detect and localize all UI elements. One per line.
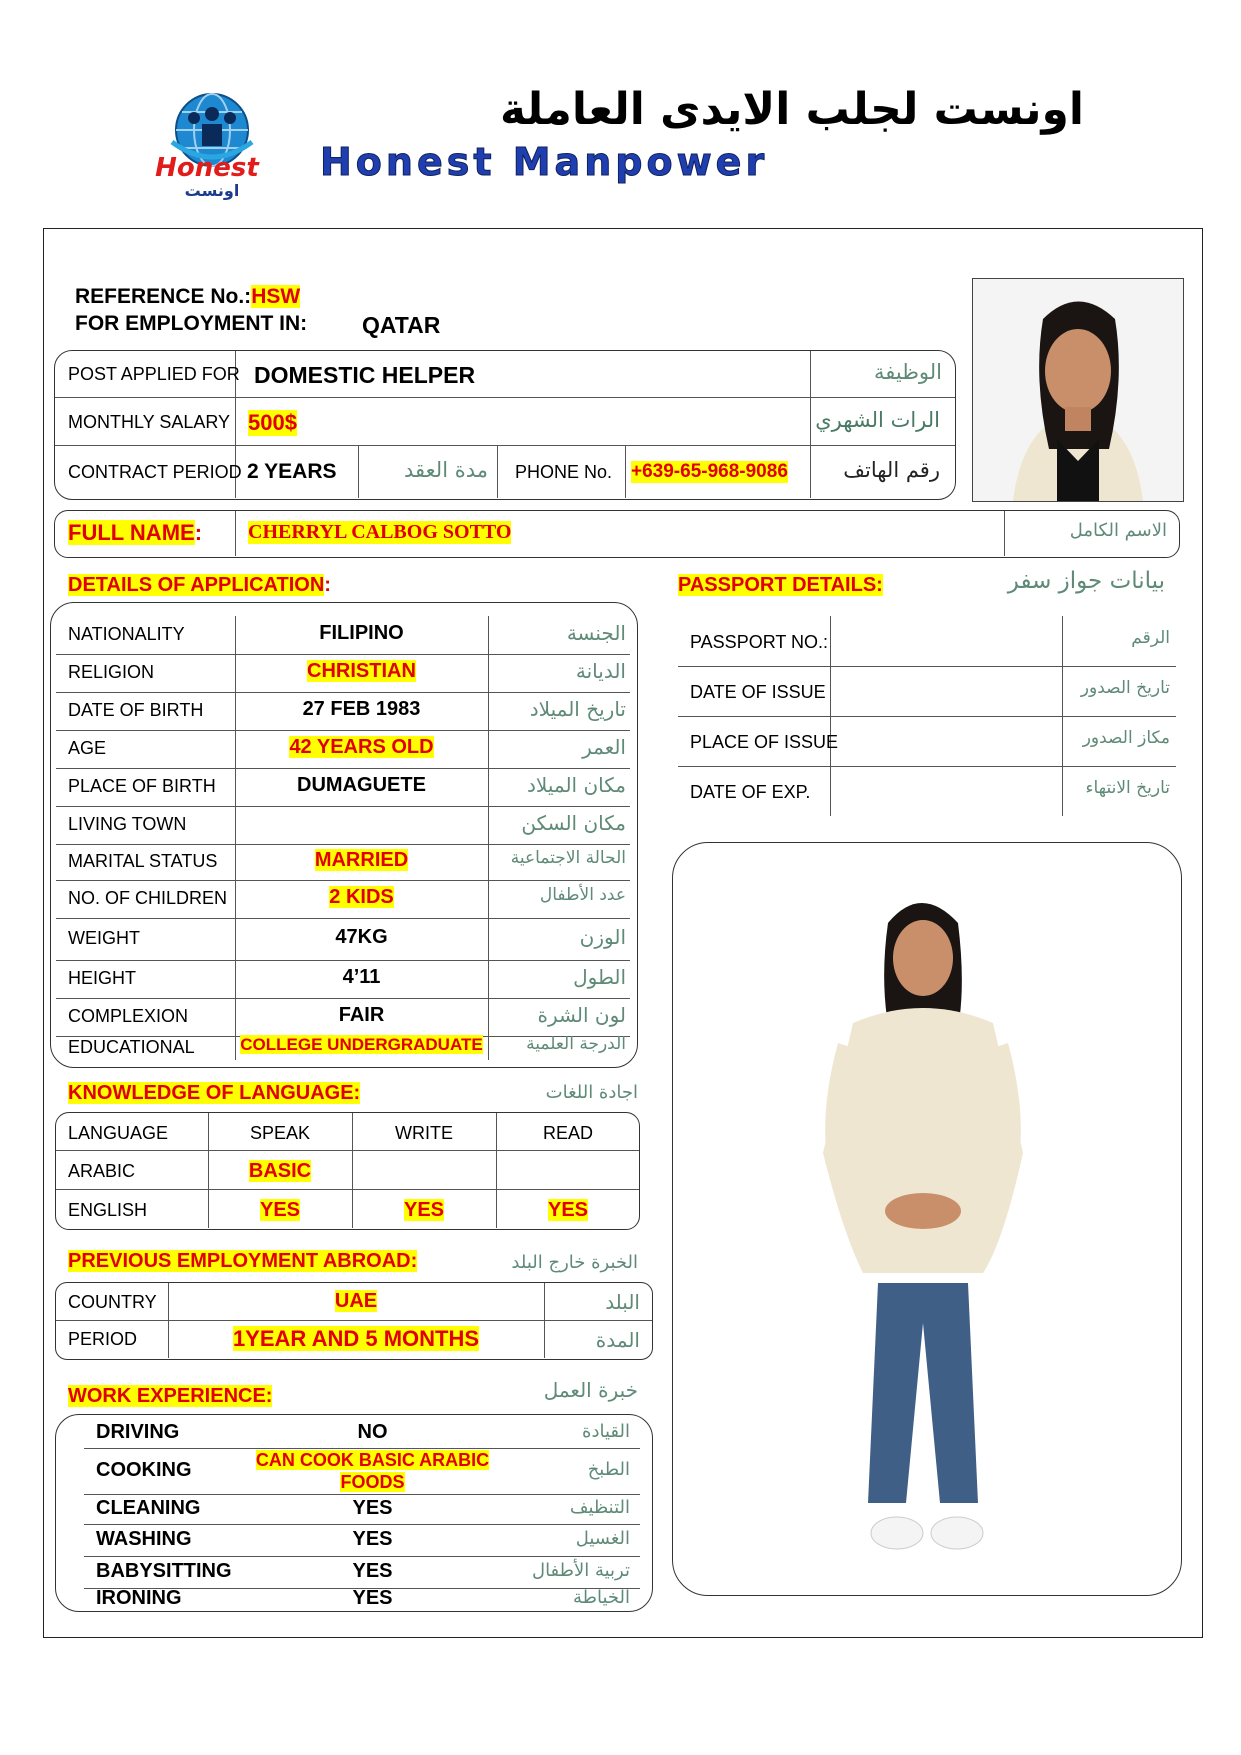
lang-header-speak: SPEAK (249, 1123, 311, 1143)
detail-value-text: FAIR (338, 1004, 385, 1026)
work-value: YES (352, 1528, 393, 1550)
row-divider (56, 654, 630, 655)
detail-label-ar: عدد الأطفال (539, 885, 626, 905)
detail-label: DATE OF BIRTH (68, 700, 204, 720)
detail-label-ar: الطول (573, 965, 626, 989)
detail-label-ar: مكان الميلاد (527, 773, 626, 797)
detail-value (235, 926, 488, 949)
detail-value-text: 42 YEARS OLD (289, 736, 434, 758)
row-divider (56, 880, 630, 881)
row-divider (56, 692, 630, 693)
detail-label-ar: الديانة (575, 659, 626, 683)
work-label: CLEANING (96, 1497, 201, 1519)
detail-value (235, 622, 488, 645)
post-applied-value: DOMESTIC HELPER (254, 362, 476, 388)
company-logo (132, 92, 282, 200)
lang-english-speak: YES (259, 1199, 301, 1221)
contract-period-value: 2 YEARS (247, 460, 337, 483)
lang-header-read: READ (542, 1123, 593, 1143)
employment-label: FOR EMPLOYMENT IN: (75, 312, 308, 335)
detail-label: HEIGHT (68, 968, 137, 988)
work-value-line2: FOODS (340, 1472, 405, 1492)
prev-period-value: 1YEAR AND 5 MONTHS (232, 1326, 480, 1351)
detail-label-ar: مكان السكن (521, 811, 626, 835)
row-divider (84, 1494, 640, 1495)
reference-value: HSW (251, 285, 301, 308)
lang-english-write: YES (403, 1199, 445, 1221)
detail-value-text: 27 FEB 1983 (302, 698, 421, 720)
detail-label: PLACE OF BIRTH (68, 776, 216, 796)
detail-value (235, 1035, 488, 1055)
reference-label: REFERENCE No.:HSW (75, 285, 301, 308)
detail-label: NATIONALITY (68, 624, 185, 644)
detail-value-text: 47KG (335, 926, 388, 948)
logo-text-en: Honest (155, 153, 259, 183)
row-divider (84, 1524, 640, 1525)
prev-country-label: COUNTRY (68, 1292, 157, 1312)
detail-label-ar: الدرجة العلمية (526, 1034, 626, 1054)
lang-row-arabic: ARABIC (68, 1161, 136, 1181)
full-name-value: CHERRYL CALBOG SOTTO (248, 521, 512, 543)
lang-header-language: LANGUAGE (68, 1123, 169, 1143)
language-title: KNOWLEDGE OF LANGUAGE: (68, 1082, 361, 1104)
detail-label-ar: الوزن (579, 925, 626, 949)
detail-value-text: FILIPINO (319, 622, 404, 644)
row-divider (56, 768, 630, 769)
work-value-line1: CAN COOK BASIC ARABIC (255, 1450, 490, 1470)
detail-label: COMPLEXION (68, 1006, 189, 1026)
row-divider (56, 960, 630, 961)
detail-value-text: CHRISTIAN (307, 660, 416, 682)
row-divider (56, 730, 630, 731)
company-name-english: Honest Manpower (320, 140, 769, 184)
lang-arabic-speak: BASIC (248, 1160, 312, 1182)
row-divider (56, 918, 630, 919)
full-name-ar: الاسم الكامل (1069, 520, 1167, 541)
monthly-salary-label: MONTHLY SALARY (68, 412, 231, 432)
passport-label: DATE OF ISSUE (690, 682, 826, 702)
applicant-full-body-photo (672, 842, 1182, 1596)
detail-value (235, 849, 488, 872)
detail-value (235, 886, 488, 909)
detail-label: NO. OF CHILDREN (68, 888, 228, 908)
work-label: BABYSITTING (96, 1560, 232, 1582)
row-divider (56, 806, 630, 807)
work-label-ar: التنظيف (569, 1497, 630, 1518)
row-divider (56, 844, 630, 845)
logo-text-ar: اونست (184, 181, 240, 200)
previous-employment-title: PREVIOUS EMPLOYMENT ABROAD: (68, 1250, 418, 1272)
lang-header-write: WRITE (395, 1123, 453, 1143)
detail-value-text: 4’11 (342, 966, 381, 988)
detail-label-ar: لون الشرة (537, 1003, 626, 1027)
work-label-ar: تربية الأطفال (531, 1560, 630, 1581)
work-experience-title: WORK EXPERIENCE: (68, 1385, 273, 1407)
detail-label: RELIGION (68, 662, 155, 682)
monthly-salary-value: 500$ (248, 410, 297, 435)
detail-label-ar: الحالة الاجتماعية (510, 848, 626, 868)
detail-value (235, 966, 488, 989)
work-label-ar: القيادة (582, 1421, 630, 1442)
detail-label-ar: الجنسة (566, 621, 626, 645)
detail-value-text: COLLEGE UNDERGRADUATE (240, 1035, 483, 1054)
row-divider (84, 1556, 640, 1557)
work-value: YES (352, 1587, 393, 1609)
detail-value (235, 736, 488, 759)
passport-label: PASSPORT NO.: (690, 632, 829, 652)
passport-label-ar: الرقم (1131, 628, 1170, 648)
company-name-arabic: اونست لجلب الايدى العاملة (500, 84, 1084, 135)
passport-label-ar: تاريخ الصدور (1080, 678, 1170, 698)
work-label-ar: الغسيل (575, 1528, 630, 1549)
post-applied-label: POST APPLIED FOR (68, 364, 240, 384)
row-divider (56, 998, 630, 999)
work-label: COOKING (96, 1459, 192, 1481)
detail-label: LIVING TOWN (68, 814, 187, 834)
prev-period-ar: المدة (595, 1328, 640, 1352)
detail-value-text: MARRIED (314, 849, 409, 871)
work-value: NO (357, 1421, 388, 1443)
detail-label-ar: تاريخ الميلاد (529, 697, 626, 721)
work-value: YES (352, 1560, 393, 1582)
full-name-label: FULL NAME: (68, 520, 203, 545)
detail-value (235, 698, 488, 721)
work-label: IRONING (96, 1587, 182, 1609)
contract-period-ar: مدة العقد (404, 458, 488, 482)
phone-label: PHONE No. (515, 462, 613, 482)
work-label: DRIVING (96, 1421, 180, 1443)
prev-country-value: UAE (334, 1290, 378, 1312)
passport-label: DATE OF EXP. (690, 782, 811, 802)
work-label-ar: الخياطة (573, 1587, 630, 1608)
passport-title: PASSPORT DETAILS: (678, 574, 883, 596)
work-label: WASHING (96, 1528, 192, 1550)
language-title-ar: اجادة اللغات (545, 1082, 638, 1103)
employment-value: QATAR (362, 312, 441, 338)
detail-label-ar: العمر (582, 735, 626, 759)
prev-period-label: PERIOD (68, 1329, 138, 1349)
applicant-portrait-photo (972, 278, 1184, 502)
detail-label: EDUCATIONAL (68, 1037, 195, 1057)
detail-value (235, 1004, 488, 1027)
passport-label: PLACE OF ISSUE (690, 732, 839, 752)
work-experience-title-ar: خبرة العمل (543, 1378, 638, 1402)
phone-value: +639-65-968-9086 (631, 461, 788, 482)
detail-label: MARITAL STATUS (68, 851, 218, 871)
passport-label-ar: تاريخ الانتهاء (1085, 778, 1170, 798)
work-label-ar: الطبخ (587, 1459, 630, 1480)
contract-period-label: CONTRACT PERIOD (68, 462, 242, 482)
phone-ar: رقم الهاتف (843, 458, 940, 482)
passport-title-ar: بيانات جواز سفر (1007, 568, 1165, 594)
lang-english-read: YES (547, 1199, 589, 1221)
lang-row-english: ENGLISH (68, 1200, 148, 1220)
details-title: DETAILS OF APPLICATION: (68, 574, 331, 596)
detail-label: AGE (68, 738, 107, 758)
work-value (250, 1449, 495, 1493)
detail-value-text: DUMAGUETE (297, 774, 426, 796)
prev-country-ar: البلد (605, 1290, 640, 1314)
monthly-salary-ar: الرات الشهري (815, 408, 940, 432)
passport-label-ar: مكاز الصدور (1082, 728, 1170, 748)
detail-label: WEIGHT (68, 928, 140, 948)
previous-employment-title-ar: الخبرة خارج البلد (511, 1252, 638, 1273)
detail-value (235, 660, 488, 683)
detail-value (235, 774, 488, 797)
work-value: YES (352, 1497, 393, 1519)
detail-value-text: 2 KIDS (329, 886, 394, 908)
post-applied-ar: الوظيفة (873, 360, 942, 384)
